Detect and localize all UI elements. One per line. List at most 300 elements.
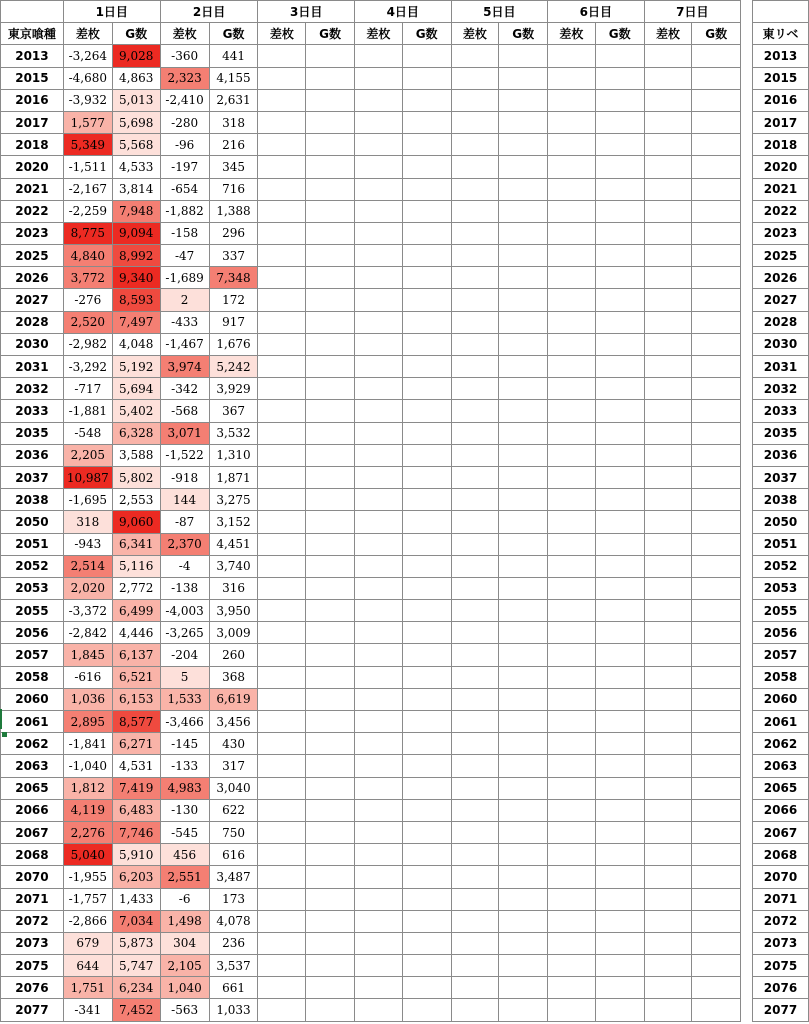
- machine-number[interactable]: 2062: [1, 733, 64, 755]
- empty-cell[interactable]: [692, 178, 741, 200]
- empty-cell[interactable]: [258, 222, 306, 244]
- empty-cell[interactable]: [595, 977, 644, 999]
- column-gap[interactable]: [741, 178, 753, 200]
- empty-cell[interactable]: [306, 444, 355, 466]
- empty-cell[interactable]: [644, 533, 692, 555]
- column-gap[interactable]: [741, 45, 753, 67]
- diff-cell-day2[interactable]: -3,265: [160, 622, 209, 644]
- empty-cell[interactable]: [306, 866, 355, 888]
- empty-cell[interactable]: [402, 977, 451, 999]
- column-gap[interactable]: [741, 666, 753, 688]
- empty-cell[interactable]: [258, 489, 306, 511]
- empty-cell[interactable]: [692, 489, 741, 511]
- empty-cell[interactable]: [402, 999, 451, 1021]
- empty-cell[interactable]: [402, 267, 451, 289]
- empty-cell[interactable]: [451, 644, 499, 666]
- column-gap[interactable]: [741, 755, 753, 777]
- diff-cell-day1[interactable]: -943: [63, 533, 112, 555]
- empty-cell[interactable]: [402, 289, 451, 311]
- games-cell-day2[interactable]: 345: [209, 156, 258, 178]
- column-gap[interactable]: [741, 999, 753, 1021]
- machine-number-right[interactable]: 2062: [753, 733, 809, 755]
- empty-cell[interactable]: [692, 932, 741, 954]
- machine-number[interactable]: 2061: [1, 711, 64, 733]
- diff-cell-day2[interactable]: -280: [160, 111, 209, 133]
- games-cell-day1[interactable]: 7,419: [112, 777, 160, 799]
- column-gap[interactable]: [741, 289, 753, 311]
- empty-cell[interactable]: [306, 134, 355, 156]
- games-cell-day1[interactable]: 4,446: [112, 622, 160, 644]
- diff-cell-day1[interactable]: -3,932: [63, 89, 112, 111]
- diff-header[interactable]: 差枚: [258, 23, 306, 45]
- games-cell-day1[interactable]: 6,483: [112, 799, 160, 821]
- empty-cell[interactable]: [595, 600, 644, 622]
- diff-cell-day2[interactable]: -4,003: [160, 600, 209, 622]
- empty-cell[interactable]: [692, 644, 741, 666]
- empty-cell[interactable]: [548, 134, 596, 156]
- machine-number-right[interactable]: 2076: [753, 977, 809, 999]
- diff-cell-day2[interactable]: -6: [160, 888, 209, 910]
- empty-cell[interactable]: [451, 866, 499, 888]
- empty-cell[interactable]: [548, 400, 596, 422]
- empty-cell[interactable]: [644, 400, 692, 422]
- empty-cell[interactable]: [644, 910, 692, 932]
- empty-cell[interactable]: [499, 555, 548, 577]
- empty-cell[interactable]: [595, 200, 644, 222]
- empty-cell[interactable]: [548, 245, 596, 267]
- empty-cell[interactable]: [548, 666, 596, 688]
- empty-cell[interactable]: [354, 555, 402, 577]
- games-cell-day1[interactable]: 5,192: [112, 356, 160, 378]
- empty-cell[interactable]: [644, 356, 692, 378]
- empty-cell[interactable]: [595, 910, 644, 932]
- empty-cell[interactable]: [692, 267, 741, 289]
- empty-cell[interactable]: [451, 134, 499, 156]
- empty-cell[interactable]: [595, 688, 644, 710]
- day-header[interactable]: 5日目: [451, 1, 548, 23]
- diff-cell-day1[interactable]: -548: [63, 422, 112, 444]
- column-gap[interactable]: [741, 67, 753, 89]
- column-gap[interactable]: [741, 533, 753, 555]
- empty-cell[interactable]: [692, 666, 741, 688]
- empty-cell[interactable]: [258, 555, 306, 577]
- machine-number-right[interactable]: 2053: [753, 577, 809, 599]
- empty-cell[interactable]: [354, 356, 402, 378]
- column-gap[interactable]: [741, 466, 753, 488]
- games-cell-day1[interactable]: 6,271: [112, 733, 160, 755]
- empty-cell[interactable]: [258, 400, 306, 422]
- empty-cell[interactable]: [548, 67, 596, 89]
- empty-cell[interactable]: [644, 511, 692, 533]
- empty-cell[interactable]: [499, 333, 548, 355]
- empty-cell[interactable]: [354, 111, 402, 133]
- games-cell-day2[interactable]: 3,152: [209, 511, 258, 533]
- empty-cell[interactable]: [595, 156, 644, 178]
- empty-cell[interactable]: [595, 356, 644, 378]
- machine-number[interactable]: 2063: [1, 755, 64, 777]
- empty-cell[interactable]: [402, 799, 451, 821]
- machine-number[interactable]: 2071: [1, 888, 64, 910]
- machine-number[interactable]: 2035: [1, 422, 64, 444]
- empty-cell[interactable]: [499, 511, 548, 533]
- empty-cell[interactable]: [354, 821, 402, 843]
- machine-number[interactable]: 2075: [1, 955, 64, 977]
- games-cell-day2[interactable]: 3,275: [209, 489, 258, 511]
- diff-cell-day1[interactable]: 1,751: [63, 977, 112, 999]
- diff-cell-day2[interactable]: -2,410: [160, 89, 209, 111]
- empty-cell[interactable]: [499, 422, 548, 444]
- empty-cell[interactable]: [451, 799, 499, 821]
- diff-cell-day2[interactable]: 4,983: [160, 777, 209, 799]
- empty-cell[interactable]: [595, 67, 644, 89]
- empty-cell[interactable]: [692, 45, 741, 67]
- empty-cell[interactable]: [451, 89, 499, 111]
- empty-cell[interactable]: [692, 245, 741, 267]
- empty-cell[interactable]: [451, 821, 499, 843]
- day-header[interactable]: 6日目: [548, 1, 645, 23]
- empty-cell[interactable]: [451, 422, 499, 444]
- diff-cell-day2[interactable]: 1,533: [160, 688, 209, 710]
- empty-cell[interactable]: [354, 245, 402, 267]
- empty-cell[interactable]: [692, 533, 741, 555]
- machine-number[interactable]: 2055: [1, 600, 64, 622]
- empty-cell[interactable]: [548, 755, 596, 777]
- empty-cell[interactable]: [499, 600, 548, 622]
- empty-cell[interactable]: [692, 733, 741, 755]
- empty-cell[interactable]: [692, 289, 741, 311]
- empty-cell[interactable]: [306, 888, 355, 910]
- machine-number[interactable]: 2073: [1, 932, 64, 954]
- empty-cell[interactable]: [499, 999, 548, 1021]
- games-cell-day1[interactable]: 4,533: [112, 156, 160, 178]
- machine-number-right[interactable]: 2056: [753, 622, 809, 644]
- machine-number-right[interactable]: 2022: [753, 200, 809, 222]
- empty-cell[interactable]: [258, 711, 306, 733]
- machine-number-right[interactable]: 2051: [753, 533, 809, 555]
- empty-cell[interactable]: [548, 844, 596, 866]
- empty-cell[interactable]: [499, 111, 548, 133]
- empty-cell[interactable]: [644, 444, 692, 466]
- empty-cell[interactable]: [451, 600, 499, 622]
- empty-cell[interactable]: [644, 267, 692, 289]
- diff-header[interactable]: 差枚: [63, 23, 112, 45]
- empty-cell[interactable]: [402, 222, 451, 244]
- empty-cell[interactable]: [548, 511, 596, 533]
- empty-cell[interactable]: [354, 844, 402, 866]
- column-gap[interactable]: [741, 400, 753, 422]
- empty-cell[interactable]: [354, 400, 402, 422]
- empty-cell[interactable]: [354, 666, 402, 688]
- empty-cell[interactable]: [258, 932, 306, 954]
- empty-cell[interactable]: [499, 888, 548, 910]
- machine-number[interactable]: 2017: [1, 111, 64, 133]
- empty-cell[interactable]: [402, 622, 451, 644]
- machine-number[interactable]: 2057: [1, 644, 64, 666]
- machine-number-right[interactable]: 2031: [753, 356, 809, 378]
- empty-cell[interactable]: [499, 89, 548, 111]
- diff-cell-day2[interactable]: -47: [160, 245, 209, 267]
- empty-cell[interactable]: [306, 67, 355, 89]
- column-gap[interactable]: [741, 333, 753, 355]
- empty-cell[interactable]: [402, 910, 451, 932]
- diff-cell-day1[interactable]: -616: [63, 666, 112, 688]
- selection-handle[interactable]: [2, 732, 7, 737]
- empty-cell[interactable]: [595, 711, 644, 733]
- empty-cell[interactable]: [499, 200, 548, 222]
- empty-cell[interactable]: [595, 289, 644, 311]
- machine-label-right[interactable]: 東リベ: [753, 23, 809, 45]
- empty-cell[interactable]: [451, 333, 499, 355]
- diff-cell-day2[interactable]: -342: [160, 378, 209, 400]
- machine-number[interactable]: 2032: [1, 378, 64, 400]
- header-corner-right[interactable]: [753, 1, 809, 23]
- empty-cell[interactable]: [548, 577, 596, 599]
- empty-cell[interactable]: [595, 866, 644, 888]
- machine-number[interactable]: 2052: [1, 555, 64, 577]
- empty-cell[interactable]: [258, 733, 306, 755]
- empty-cell[interactable]: [644, 977, 692, 999]
- machine-number-right[interactable]: 2030: [753, 333, 809, 355]
- empty-cell[interactable]: [548, 999, 596, 1021]
- diff-cell-day2[interactable]: 5: [160, 666, 209, 688]
- empty-cell[interactable]: [354, 378, 402, 400]
- empty-cell[interactable]: [451, 378, 499, 400]
- empty-cell[interactable]: [402, 422, 451, 444]
- empty-cell[interactable]: [451, 910, 499, 932]
- games-cell-day2[interactable]: 317: [209, 755, 258, 777]
- column-gap[interactable]: [741, 23, 753, 45]
- empty-cell[interactable]: [258, 422, 306, 444]
- empty-cell[interactable]: [548, 466, 596, 488]
- empty-cell[interactable]: [499, 222, 548, 244]
- diff-cell-day2[interactable]: -654: [160, 178, 209, 200]
- empty-cell[interactable]: [644, 489, 692, 511]
- empty-cell[interactable]: [306, 533, 355, 555]
- empty-cell[interactable]: [692, 711, 741, 733]
- column-gap[interactable]: [741, 111, 753, 133]
- empty-cell[interactable]: [644, 378, 692, 400]
- empty-cell[interactable]: [354, 888, 402, 910]
- empty-cell[interactable]: [499, 134, 548, 156]
- column-gap[interactable]: [741, 422, 753, 444]
- empty-cell[interactable]: [595, 333, 644, 355]
- empty-cell[interactable]: [692, 111, 741, 133]
- empty-cell[interactable]: [499, 755, 548, 777]
- empty-cell[interactable]: [548, 267, 596, 289]
- diff-cell-day2[interactable]: -87: [160, 511, 209, 533]
- games-cell-day2[interactable]: 661: [209, 977, 258, 999]
- games-cell-day1[interactable]: 6,328: [112, 422, 160, 444]
- diff-header[interactable]: 差枚: [548, 23, 596, 45]
- empty-cell[interactable]: [692, 999, 741, 1021]
- empty-cell[interactable]: [402, 356, 451, 378]
- diff-cell-day1[interactable]: 2,205: [63, 444, 112, 466]
- machine-number[interactable]: 2031: [1, 356, 64, 378]
- empty-cell[interactable]: [402, 156, 451, 178]
- empty-cell[interactable]: [548, 378, 596, 400]
- empty-cell[interactable]: [402, 200, 451, 222]
- empty-cell[interactable]: [451, 111, 499, 133]
- empty-cell[interactable]: [499, 444, 548, 466]
- games-cell-day1[interactable]: 4,048: [112, 333, 160, 355]
- games-cell-day1[interactable]: 2,553: [112, 489, 160, 511]
- empty-cell[interactable]: [354, 600, 402, 622]
- empty-cell[interactable]: [402, 755, 451, 777]
- diff-header[interactable]: 差枚: [354, 23, 402, 45]
- empty-cell[interactable]: [595, 888, 644, 910]
- empty-cell[interactable]: [499, 400, 548, 422]
- games-cell-day2[interactable]: 5,242: [209, 356, 258, 378]
- empty-cell[interactable]: [595, 134, 644, 156]
- machine-number-right[interactable]: 2071: [753, 888, 809, 910]
- column-gap[interactable]: [741, 356, 753, 378]
- empty-cell[interactable]: [499, 777, 548, 799]
- empty-cell[interactable]: [451, 533, 499, 555]
- empty-cell[interactable]: [692, 422, 741, 444]
- empty-cell[interactable]: [595, 489, 644, 511]
- empty-cell[interactable]: [402, 555, 451, 577]
- machine-number[interactable]: 2077: [1, 999, 64, 1021]
- machine-number[interactable]: 2072: [1, 910, 64, 932]
- machine-number[interactable]: 2038: [1, 489, 64, 511]
- empty-cell[interactable]: [354, 999, 402, 1021]
- games-cell-day2[interactable]: 3,929: [209, 378, 258, 400]
- empty-cell[interactable]: [258, 644, 306, 666]
- machine-number-right[interactable]: 2016: [753, 89, 809, 111]
- diff-cell-day1[interactable]: 4,119: [63, 799, 112, 821]
- empty-cell[interactable]: [548, 489, 596, 511]
- diff-cell-day2[interactable]: -1,522: [160, 444, 209, 466]
- empty-cell[interactable]: [692, 799, 741, 821]
- empty-cell[interactable]: [692, 356, 741, 378]
- column-gap[interactable]: [741, 932, 753, 954]
- empty-cell[interactable]: [451, 267, 499, 289]
- empty-cell[interactable]: [644, 932, 692, 954]
- empty-cell[interactable]: [548, 777, 596, 799]
- column-gap[interactable]: [741, 955, 753, 977]
- empty-cell[interactable]: [644, 644, 692, 666]
- empty-cell[interactable]: [692, 821, 741, 843]
- diff-cell-day2[interactable]: -568: [160, 400, 209, 422]
- empty-cell[interactable]: [548, 422, 596, 444]
- games-cell-day1[interactable]: 9,094: [112, 222, 160, 244]
- empty-cell[interactable]: [644, 866, 692, 888]
- empty-cell[interactable]: [548, 289, 596, 311]
- empty-cell[interactable]: [499, 311, 548, 333]
- diff-cell-day2[interactable]: 2,105: [160, 955, 209, 977]
- header-corner[interactable]: [1, 1, 64, 23]
- empty-cell[interactable]: [402, 400, 451, 422]
- diff-cell-day2[interactable]: -545: [160, 821, 209, 843]
- empty-cell[interactable]: [354, 932, 402, 954]
- column-gap[interactable]: [741, 134, 753, 156]
- empty-cell[interactable]: [644, 156, 692, 178]
- machine-number-right[interactable]: 2067: [753, 821, 809, 843]
- empty-cell[interactable]: [595, 89, 644, 111]
- column-gap[interactable]: [741, 622, 753, 644]
- machine-number-right[interactable]: 2036: [753, 444, 809, 466]
- machine-number-right[interactable]: 2060: [753, 688, 809, 710]
- games-header[interactable]: G数: [692, 23, 741, 45]
- empty-cell[interactable]: [402, 888, 451, 910]
- empty-cell[interactable]: [692, 977, 741, 999]
- empty-cell[interactable]: [402, 666, 451, 688]
- empty-cell[interactable]: [499, 533, 548, 555]
- games-cell-day1[interactable]: 9,028: [112, 45, 160, 67]
- machine-number-right[interactable]: 2073: [753, 932, 809, 954]
- empty-cell[interactable]: [258, 333, 306, 355]
- empty-cell[interactable]: [451, 311, 499, 333]
- games-cell-day2[interactable]: 3,487: [209, 866, 258, 888]
- empty-cell[interactable]: [692, 200, 741, 222]
- empty-cell[interactable]: [548, 799, 596, 821]
- machine-number[interactable]: 2053: [1, 577, 64, 599]
- empty-cell[interactable]: [595, 622, 644, 644]
- empty-cell[interactable]: [595, 821, 644, 843]
- empty-cell[interactable]: [548, 333, 596, 355]
- empty-cell[interactable]: [644, 888, 692, 910]
- empty-cell[interactable]: [595, 466, 644, 488]
- empty-cell[interactable]: [595, 799, 644, 821]
- diff-cell-day1[interactable]: 10,987: [63, 466, 112, 488]
- empty-cell[interactable]: [258, 910, 306, 932]
- empty-cell[interactable]: [258, 688, 306, 710]
- machine-number[interactable]: 2020: [1, 156, 64, 178]
- games-cell-day2[interactable]: 316: [209, 577, 258, 599]
- games-cell-day2[interactable]: 430: [209, 733, 258, 755]
- games-cell-day1[interactable]: 5,402: [112, 400, 160, 422]
- diff-cell-day2[interactable]: 1,040: [160, 977, 209, 999]
- empty-cell[interactable]: [644, 600, 692, 622]
- machine-number-right[interactable]: 2065: [753, 777, 809, 799]
- empty-cell[interactable]: [451, 511, 499, 533]
- diff-cell-day2[interactable]: -1,882: [160, 200, 209, 222]
- empty-cell[interactable]: [595, 666, 644, 688]
- empty-cell[interactable]: [595, 932, 644, 954]
- empty-cell[interactable]: [499, 711, 548, 733]
- diff-cell-day1[interactable]: 679: [63, 932, 112, 954]
- empty-cell[interactable]: [595, 755, 644, 777]
- diff-cell-day1[interactable]: -3,264: [63, 45, 112, 67]
- empty-cell[interactable]: [644, 666, 692, 688]
- machine-number[interactable]: 2056: [1, 622, 64, 644]
- games-cell-day1[interactable]: 5,116: [112, 555, 160, 577]
- empty-cell[interactable]: [451, 489, 499, 511]
- empty-cell[interactable]: [451, 999, 499, 1021]
- machine-number[interactable]: 2066: [1, 799, 64, 821]
- empty-cell[interactable]: [354, 511, 402, 533]
- empty-cell[interactable]: [451, 555, 499, 577]
- column-gap[interactable]: [741, 156, 753, 178]
- empty-cell[interactable]: [306, 799, 355, 821]
- empty-cell[interactable]: [306, 555, 355, 577]
- empty-cell[interactable]: [354, 799, 402, 821]
- empty-cell[interactable]: [692, 622, 741, 644]
- games-cell-day2[interactable]: 7,348: [209, 267, 258, 289]
- machine-number-right[interactable]: 2020: [753, 156, 809, 178]
- empty-cell[interactable]: [548, 821, 596, 843]
- empty-cell[interactable]: [402, 577, 451, 599]
- empty-cell[interactable]: [595, 222, 644, 244]
- empty-cell[interactable]: [548, 600, 596, 622]
- empty-cell[interactable]: [258, 755, 306, 777]
- empty-cell[interactable]: [595, 577, 644, 599]
- diff-cell-day1[interactable]: -1,881: [63, 400, 112, 422]
- empty-cell[interactable]: [306, 200, 355, 222]
- diff-cell-day2[interactable]: 2: [160, 289, 209, 311]
- diff-cell-day2[interactable]: 3,071: [160, 422, 209, 444]
- empty-cell[interactable]: [644, 111, 692, 133]
